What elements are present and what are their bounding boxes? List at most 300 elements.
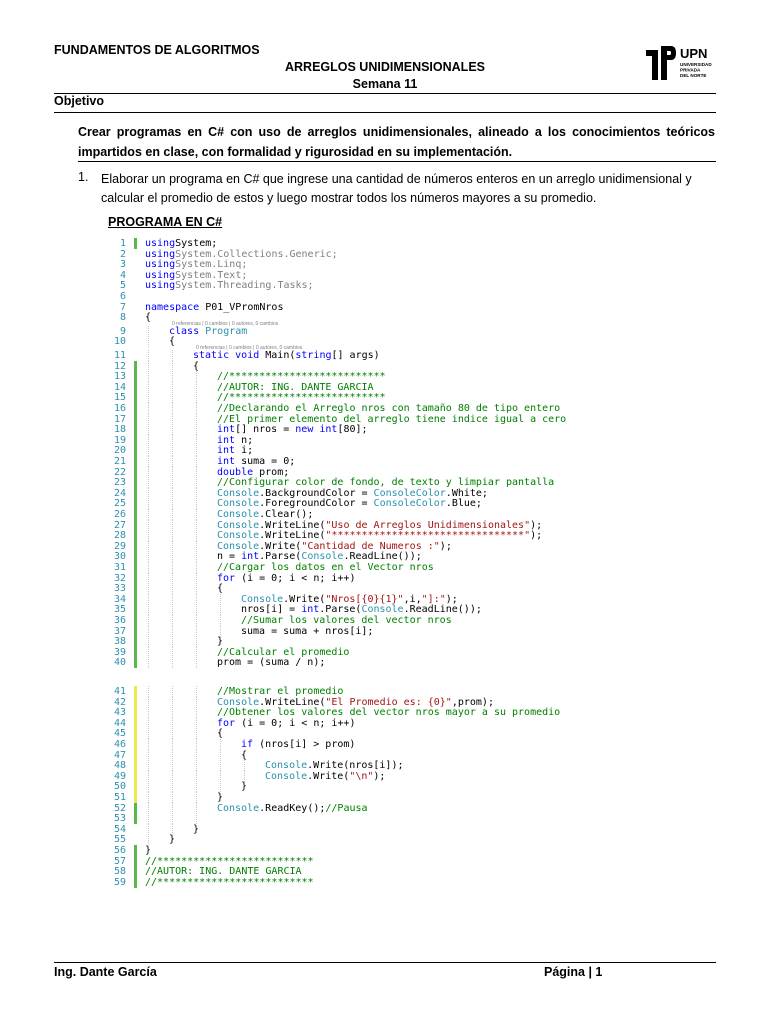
change-marker [134, 707, 137, 718]
indent-guide [172, 636, 173, 647]
code-text [217, 382, 374, 393]
change-marker [134, 445, 137, 456]
line-number: 37 [113, 625, 126, 637]
code-text [193, 824, 199, 835]
code-text [169, 834, 175, 845]
code-token: Main( [259, 350, 296, 361]
line-number: 52 [113, 802, 126, 814]
indent-guide [148, 424, 149, 435]
change-marker [134, 392, 137, 403]
code-token: .WriteLine( [259, 696, 326, 708]
change-marker [134, 626, 137, 637]
change-marker [134, 845, 137, 856]
indent-guide [148, 488, 149, 499]
indent-guide [220, 604, 221, 615]
line-number: 43 [113, 707, 126, 719]
code-token: [] nros = [235, 424, 296, 436]
indent-guide [172, 392, 173, 403]
code-text [145, 877, 314, 888]
code-text [241, 626, 373, 637]
code-token: System.Linq; [175, 259, 248, 271]
line-number: 1 [119, 238, 126, 249]
line-number: 11 [113, 350, 126, 361]
indent-guide [172, 424, 173, 435]
indent-guide [148, 834, 149, 845]
footer-rule [54, 962, 716, 963]
indent-guide [196, 594, 197, 605]
indent-guide [148, 392, 149, 403]
codelens-info: 0 referencias | 0 cambios | 0 autores, 0 cambios [196, 345, 303, 351]
code-token: ); [445, 593, 458, 605]
indent-guide [172, 760, 173, 771]
code-text [217, 551, 422, 562]
code-token: for [217, 717, 236, 729]
code-token: .Clear(); [259, 509, 314, 520]
code-text [217, 697, 494, 708]
indent-guide [196, 647, 197, 658]
line-number: 2 [119, 248, 126, 260]
code-text [145, 312, 151, 323]
indent-guide [196, 467, 197, 478]
indent-guide [172, 456, 173, 467]
indent-guide [196, 435, 197, 446]
indent-guide [172, 813, 173, 824]
indent-guide [148, 594, 149, 605]
code-token: //AUTOR: ING. DANTE GARCIA [217, 381, 374, 393]
line-number: 55 [113, 834, 126, 846]
code-token: void [235, 350, 260, 361]
code-text [265, 771, 385, 782]
code-token: "]:" [421, 593, 446, 605]
indent-guide [172, 728, 173, 739]
code-token: .Write( [283, 593, 326, 605]
indent-guide [148, 657, 149, 668]
code-token: { [193, 360, 200, 372]
indent-guide [148, 824, 149, 835]
indent-guide [244, 760, 245, 771]
code-token: Console [217, 540, 260, 552]
indent-guide [148, 728, 149, 739]
change-marker [134, 530, 137, 541]
code-token: Console [301, 551, 344, 563]
indent-guide [196, 813, 197, 824]
code-token: nros[i] = [241, 604, 302, 616]
line-number: 23 [113, 477, 126, 489]
code-text [241, 615, 452, 626]
logo-subtitle-2: PRIVADA [680, 67, 701, 73]
change-marker [134, 856, 137, 867]
code-token: //Mostrar el promedio [217, 686, 344, 697]
indent-guide [172, 520, 173, 531]
code-token: } [193, 823, 200, 835]
indent-guide [196, 551, 197, 562]
line-number: 49 [113, 770, 126, 782]
indent-guide [220, 771, 221, 782]
indent-guide [148, 498, 149, 509]
code-token: //Configurar color de fondo, de texto y limpiar pantalla [217, 477, 555, 489]
line-number: 7 [119, 301, 126, 313]
change-marker [134, 403, 137, 414]
change-marker [134, 636, 137, 647]
code-token: prom; [253, 466, 290, 478]
code-token: ); [439, 540, 452, 552]
line-number: 16 [113, 403, 126, 414]
line-number: 45 [113, 728, 126, 740]
line-number: 42 [113, 696, 126, 708]
change-marker [134, 562, 137, 573]
code-token: { [169, 336, 176, 348]
code-token: { [145, 312, 152, 324]
line-number: 38 [113, 636, 126, 648]
code-text [169, 326, 247, 337]
code-token: ,i, [403, 593, 422, 605]
change-marker [134, 594, 137, 605]
code-token: .Parse( [319, 604, 362, 616]
indent-guide [196, 445, 197, 456]
indent-guide [220, 781, 221, 792]
indent-guide [172, 435, 173, 446]
line-number: 27 [113, 519, 126, 531]
indent-guide [148, 326, 149, 337]
indent-guide [148, 615, 149, 626]
line-number: 59 [113, 876, 126, 888]
indent-guide [172, 647, 173, 658]
line-number: 40 [113, 657, 126, 669]
code-token: ConsoleColor [373, 487, 446, 499]
indent-guide [220, 750, 221, 761]
indent-guide [220, 626, 221, 637]
code-text [145, 249, 338, 260]
code-token: Console [217, 696, 260, 708]
code-token: suma = suma + nros[i]; [241, 625, 374, 637]
code-token: .BackgroundColor = [259, 487, 374, 499]
code-token: //El primer elemento del arreglo tiene indice igual a cero [217, 413, 567, 425]
code-text [217, 792, 223, 803]
code-text [145, 280, 314, 291]
change-marker [134, 877, 137, 888]
indent-guide [148, 520, 149, 531]
indent-guide [220, 760, 221, 771]
code-token: { [241, 749, 248, 761]
code-text [217, 562, 434, 573]
indent-guide [148, 707, 149, 718]
code-text [217, 647, 349, 658]
indent-guide [172, 562, 173, 573]
code-token: .Parse( [259, 551, 302, 563]
indent-guide [172, 414, 173, 425]
indent-guide [196, 771, 197, 782]
line-number: 21 [113, 456, 126, 467]
change-marker [134, 238, 137, 249]
code-text [217, 718, 355, 729]
code-text [217, 498, 482, 509]
code-token: Console [361, 604, 404, 616]
change-marker [134, 604, 137, 615]
change-marker [134, 488, 137, 499]
code-token: //************************** [145, 876, 314, 888]
indent-guide [172, 594, 173, 605]
line-number: 6 [119, 291, 126, 302]
code-token: new [295, 424, 314, 436]
indent-guide [172, 657, 173, 668]
code-token: .WriteLine( [259, 519, 326, 531]
line-number: 15 [113, 392, 126, 404]
code-text [217, 520, 542, 531]
code-token: using [145, 269, 176, 281]
code-token: double [217, 466, 254, 478]
indent-guide [196, 371, 197, 382]
code-token: [] args) [331, 350, 380, 361]
indent-guide [172, 707, 173, 718]
indent-guide [196, 424, 197, 435]
change-marker [134, 813, 137, 824]
code-text [169, 336, 175, 347]
week-label: Semana 11 [352, 77, 418, 91]
indent-guide [148, 509, 149, 520]
code-token: int [217, 434, 236, 446]
code-token: //Obtener los valores del vector nros mayor a su promedio [217, 707, 561, 719]
code-token: int [217, 424, 236, 436]
line-number: 3 [119, 259, 126, 271]
code-text [193, 350, 380, 361]
indent-guide [148, 686, 149, 697]
course-title: FUNDAMENTOS DE ALGORITMOS [54, 43, 260, 57]
logo-mark-icon [646, 46, 676, 80]
section-rule [54, 112, 716, 113]
change-marker [134, 771, 137, 782]
code-token: Console [217, 519, 260, 531]
line-number: 46 [113, 739, 126, 750]
code-token: .White; [445, 487, 488, 499]
code-token: System; [175, 238, 218, 249]
change-marker [134, 435, 137, 446]
indent-guide [148, 583, 149, 594]
footer-page: Página | 1 [544, 965, 603, 979]
indent-guide [148, 435, 149, 446]
code-token: //************************** [217, 392, 386, 404]
code-token: //Cargar los datos en el Vector nros [217, 562, 434, 573]
line-number: 18 [113, 424, 126, 436]
line-number: 48 [113, 760, 126, 772]
indent-guide [148, 350, 149, 361]
footer-author: Ing. Dante García [54, 965, 157, 979]
change-marker [134, 424, 137, 435]
line-number: 12 [113, 360, 126, 372]
code-token: Console [217, 802, 260, 814]
code-token: int [217, 456, 236, 467]
indent-guide [148, 803, 149, 814]
indent-guide [172, 781, 173, 792]
code-token: .ReadLine()); [403, 604, 482, 616]
code-token: ,prom); [451, 696, 494, 708]
indent-guide [172, 445, 173, 456]
line-number: 53 [113, 813, 126, 825]
code-token: Console [217, 530, 260, 542]
indent-guide [244, 771, 245, 782]
line-number: 34 [113, 593, 126, 605]
code-token: .Blue; [445, 498, 482, 510]
indent-guide [172, 604, 173, 615]
code-text [217, 728, 223, 739]
code-token: int [241, 551, 260, 563]
code-text [265, 760, 403, 771]
indent-guide [172, 697, 173, 708]
upn-logo [644, 44, 724, 84]
change-marker [134, 718, 137, 729]
code-token: Console [217, 498, 260, 510]
indent-guide [196, 520, 197, 531]
code-text [217, 707, 560, 718]
code-token: .Write( [259, 540, 302, 552]
indent-guide [196, 488, 197, 499]
indent-guide [172, 792, 173, 803]
objective-rule [78, 161, 716, 162]
code-text [145, 270, 247, 281]
code-token: Console [217, 509, 260, 520]
indent-guide [196, 456, 197, 467]
indent-guide [148, 456, 149, 467]
code-token: } [217, 792, 224, 803]
objective-text: Crear programas en C# con uso de arreglos unidimensionales, alineado a los conocimientos teóricos impartidos en clase, con formalidad y rigurosidad en su implementación. [78, 125, 715, 159]
indent-guide [172, 573, 173, 584]
line-number: 20 [113, 445, 126, 457]
line-number: 58 [113, 866, 126, 878]
indent-guide [172, 686, 173, 697]
line-number: 41 [113, 686, 126, 697]
indent-guide [196, 541, 197, 552]
exercise-number: 1. [78, 170, 89, 184]
change-marker [134, 477, 137, 488]
line-number: 17 [113, 413, 126, 425]
code-token: Program [205, 325, 248, 337]
indent-guide [172, 371, 173, 382]
indent-guide [172, 771, 173, 782]
indent-guide [172, 403, 173, 414]
code-text [217, 403, 560, 414]
indent-guide [148, 403, 149, 414]
indent-guide [196, 509, 197, 520]
change-marker [134, 583, 137, 594]
logo-subtitle-1: UNIVERSIDAD [680, 62, 712, 67]
change-marker [134, 781, 137, 792]
indent-guide [196, 718, 197, 729]
code-token: Console [217, 487, 260, 499]
indent-guide [196, 739, 197, 750]
line-number: 19 [113, 434, 126, 446]
line-number: 57 [113, 855, 126, 867]
code-token: (i = 0; i < n; i++) [235, 717, 356, 729]
code-token: "Uso de Arreglos Unidimensionales" [325, 519, 531, 531]
indent-guide [148, 573, 149, 584]
code-text [193, 361, 199, 372]
code-text [217, 583, 223, 594]
code-text [217, 636, 223, 647]
indent-guide [172, 361, 173, 372]
indent-guide [148, 445, 149, 456]
code-token: int [301, 604, 320, 616]
indent-guide [196, 657, 197, 668]
code-text [145, 845, 151, 856]
indent-guide [172, 626, 173, 637]
code-token: } [241, 781, 248, 793]
code-token: suma = 0; [235, 456, 296, 467]
indent-guide [148, 562, 149, 573]
code-token: using [145, 238, 176, 249]
code-text [145, 856, 314, 867]
code-token: .ReadLine()); [343, 551, 422, 563]
line-number: 22 [113, 466, 126, 478]
indent-guide [196, 403, 197, 414]
change-marker [134, 382, 137, 393]
code-text [241, 594, 458, 605]
line-number: 9 [119, 325, 126, 337]
indent-guide [196, 626, 197, 637]
program-title: PROGRAMA EN C# [108, 215, 223, 229]
code-text [145, 302, 283, 313]
indent-guide [172, 718, 173, 729]
code-token: } [217, 636, 224, 648]
topic-title: ARREGLOS UNIDIMENSIONALES [284, 60, 485, 74]
change-marker [134, 728, 137, 739]
line-number: 51 [113, 792, 126, 803]
line-number: 10 [113, 336, 126, 348]
line-number: 24 [113, 487, 126, 499]
code-token: .ForegroundColor = [259, 498, 374, 510]
code-token: int [217, 445, 236, 457]
code-text [217, 392, 386, 403]
code-text [217, 509, 313, 520]
code-text [217, 803, 368, 814]
indent-guide [148, 604, 149, 615]
code-text [217, 424, 368, 435]
logo-subtitle-3: DEL NORTE [680, 73, 707, 78]
indent-guide [148, 336, 149, 347]
code-token: (nros[i] > prom) [253, 739, 356, 750]
code-token: if [241, 739, 254, 750]
indent-guide [196, 615, 197, 626]
line-number: 4 [119, 269, 126, 281]
code-token: prom = (suma / n); [217, 657, 326, 669]
code-token: namespace [145, 301, 200, 313]
indent-guide [196, 792, 197, 803]
code-text [217, 686, 343, 697]
indent-guide [196, 573, 197, 584]
code-token: Console [265, 760, 308, 772]
line-number: 30 [113, 551, 126, 563]
change-marker [134, 686, 137, 697]
logo-text: UPN [680, 46, 708, 61]
code-text [217, 414, 566, 425]
line-number: 31 [113, 562, 126, 573]
indent-guide [196, 382, 197, 393]
change-marker [134, 866, 137, 877]
indent-guide [148, 467, 149, 478]
line-number: 35 [113, 604, 126, 616]
line-number: 28 [113, 530, 126, 542]
code-token: n = [217, 551, 242, 563]
code-token: using [145, 248, 176, 260]
code-token: for [217, 572, 236, 584]
indent-guide [196, 760, 197, 771]
code-token: } [169, 834, 176, 846]
code-token: ); [530, 530, 543, 542]
indent-guide [196, 583, 197, 594]
code-token: System.Collections.Generic; [175, 248, 338, 260]
line-number: 50 [113, 781, 126, 793]
line-number: 39 [113, 646, 126, 658]
line-number: 8 [119, 312, 126, 324]
line-number: 44 [113, 717, 126, 729]
